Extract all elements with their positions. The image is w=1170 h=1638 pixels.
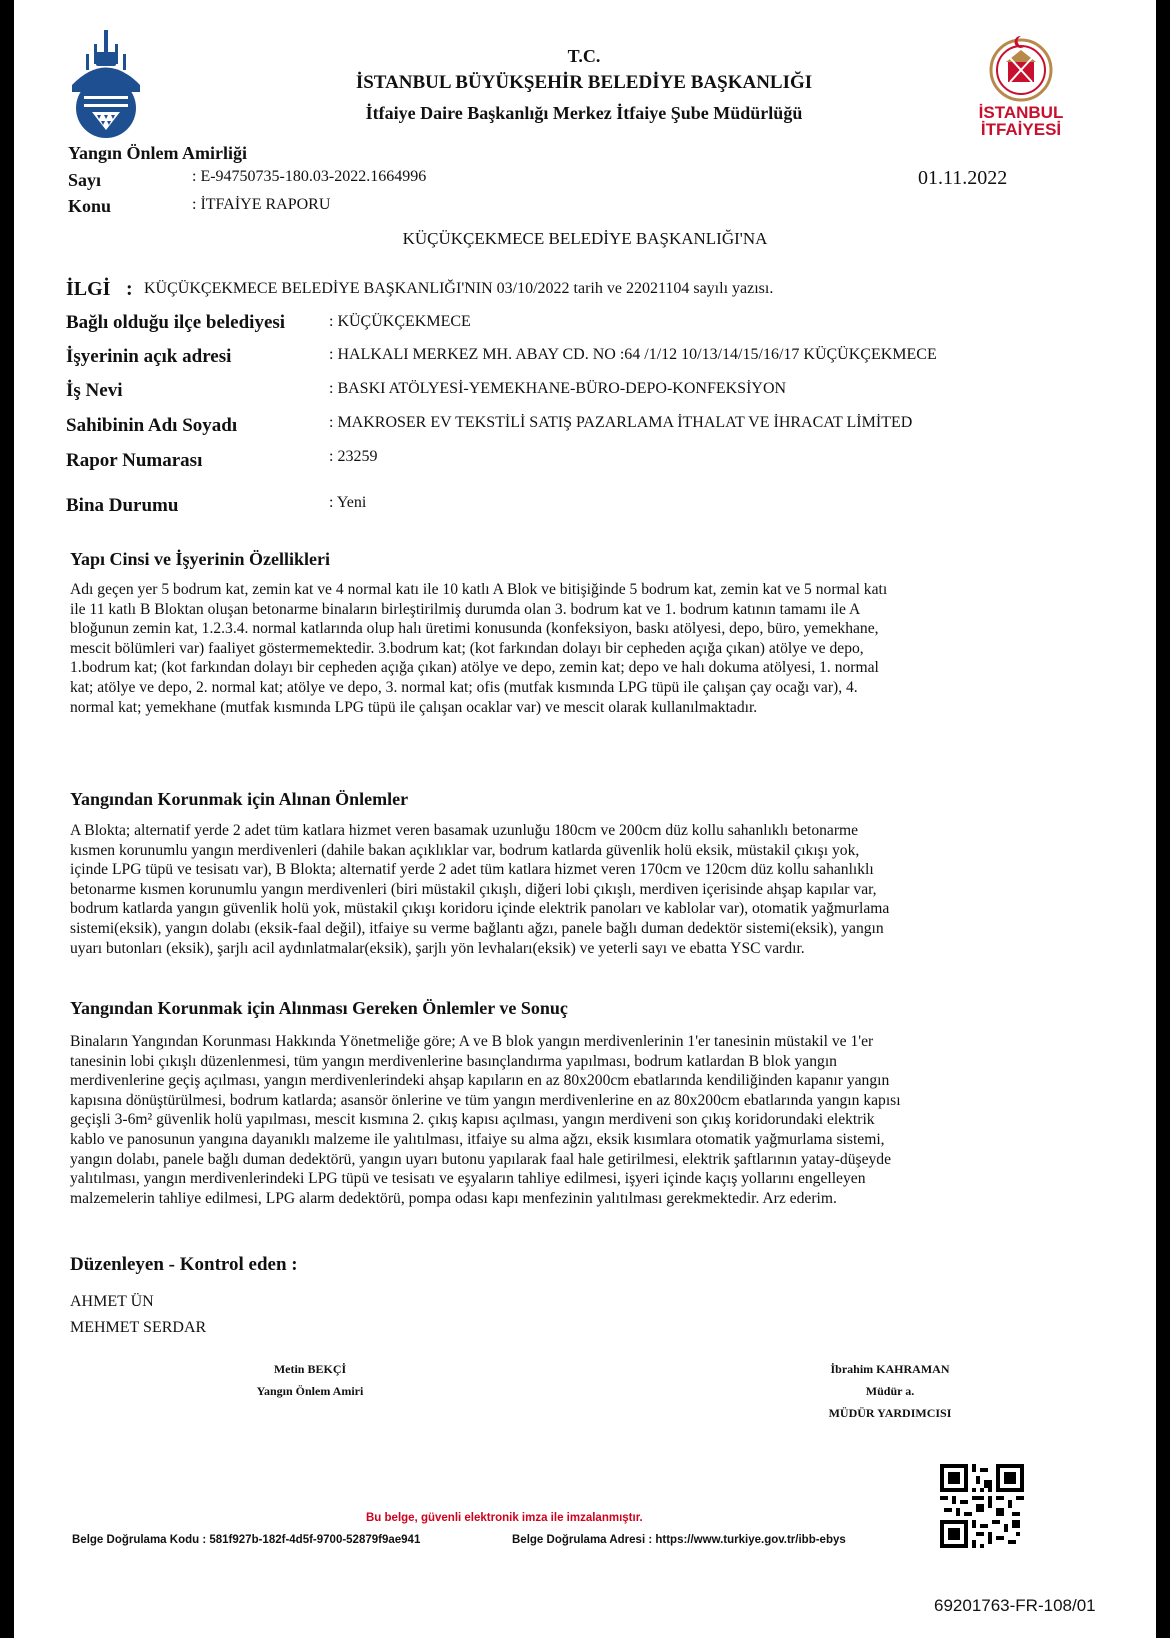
info-value-is-nevi: : BASKI ATÖLYESİ-YEMEKHANE-BÜRO-DEPO-KONFEKSİYON	[329, 380, 787, 397]
paragraph-line: merdivenlerine geçiş açılması, yangın merdivenlerindeki ahşap kapıların en az 80x200cm ebatlarında kendiliğinden kapanır yangın	[70, 1072, 890, 1090]
section-title-yapi: Yapı Cinsi ve İşyerinin Özellikleri	[70, 549, 331, 569]
info-label-adres: İşyerinin açık adresi	[66, 346, 232, 367]
sayi-label: Sayı	[68, 170, 102, 190]
paragraph-line: sistemi(eksik), yangın dolabı (eksik-faal değil), itfaiye su verme bağlantı ağzı, panele bağlı duman dedektör sistemi(eksik), yangın	[70, 919, 884, 937]
section-body-gereken-onlemler	[70, 1032, 1105, 1208]
section-body-alinan-onlemler	[70, 821, 1105, 958]
paragraph-line: kapısına dönüştürülmesi, bodrum katlarda; asansör önlerine ve tüm yangın merdivenlerine en az 80x200cm ebatlarında yangın kapısı	[70, 1091, 901, 1109]
verify-code: Belge Doğrulama Kodu : 581f927b-182f-4d5f-9700-52879f9ae941	[72, 1534, 421, 1546]
info-value-rapor-no: : 23259	[329, 448, 378, 465]
info-label-rapor-no: Rapor Numarası	[66, 450, 203, 471]
ilgi-colon: :	[126, 278, 133, 300]
paragraph-line: bloğunun zemin kat, 1.2.3.4. normal katlarında olup halı üretimi konusunda (konfeksiyon, baskı atölyesi, depo, büro, yemekhane,	[70, 620, 879, 638]
signature-right-title: Müdür a.	[865, 1384, 915, 1398]
document-page	[14, 0, 1156, 1638]
itfaiye-emblem-icon	[986, 32, 1056, 104]
paragraph-line: yalıtılması, yangın merdivenlerindeki LPG tüpü ve tesisatı ve eşyaların tahliye edilmesi, işyeri içinde kaçış yollarını engelleyen	[70, 1170, 866, 1188]
header-line-2: İSTANBUL BÜYÜKŞEHİR BELEDİYE BAŞKANLIĞI	[355, 72, 813, 93]
verify-address: Belge Doğrulama Adresi : https://www.turkiye.gov.tr/ibb-ebys	[512, 1534, 846, 1546]
info-label-is-nevi: İş Nevi	[66, 380, 123, 401]
ibb-logo-icon	[66, 30, 146, 140]
paragraph-line: kablo ve panosunun yangına dayanıklı malzeme ile yalıtılması, itfaiye su alma ağzı, eksik kısımlara otomatik yağmurlama sistemi,	[70, 1130, 885, 1148]
header-line-1: T.C.	[567, 46, 601, 66]
paragraph-line: kısmen korunumlu yangın merdivenleri (dahile bakan açıklıklar var, bodrum katlarda güvenlik holü eksik, müstakil çıkışı yok,	[70, 841, 860, 859]
info-label-bina-durumu: Bina Durumu	[66, 495, 179, 516]
paragraph-line: mescit bölümleri var) faaliyet göstermemektedir. 3.bodrum kat; (kot farkından dolayı bir cepheden açığa çıkan) atölye ve depo,	[70, 639, 864, 657]
ilgi-label: İLGİ	[66, 278, 111, 300]
ilgi-value: KÜÇÜKÇEKMECE BELEDİYE BAŞKANLIĞI'NIN 03/10/2022 tarih ve 22021104 sayılı yazısı.	[144, 280, 774, 297]
info-label-sahibi: Sahibinin Adı Soyadı	[66, 415, 238, 436]
info-value-sahibi: : MAKROSER EV TEKSTİLİ SATIŞ PAZARLAMA İTHALAT VE İHRACAT LİMİTED	[329, 414, 913, 431]
paragraph-line: malzemelerin tahliye edilmesi, LPG alarm dedektörü, pompa odası kapı menfezinin yalıtılması gerekmektedir. Arz ederim.	[70, 1189, 837, 1207]
info-label-belediye: Bağlı olduğu ilçe belediyesi	[66, 312, 286, 333]
unit-name: Yangın Önlem Amirliği	[68, 143, 248, 163]
paragraph-line: içinde LPG tüpü ve tesisatı var), B Blokta; alternatif yerde 2 adet tüm katlara hizmet veren 170cm ve 120cm düz kollu sahanlıklı	[70, 861, 874, 879]
konu-value: : İTFAİYE RAPORU	[192, 196, 331, 213]
paragraph-line: tanesinin lobi çıkışlı düzenlenmesi, tüm yangın merdivenlerine basınçlandırma yapılması, bodrum katlardan B blok yangın	[70, 1052, 837, 1070]
prepared-by-name-1: AHMET ÜN	[70, 1293, 154, 1310]
signature-right-title-2: MÜDÜR YARDIMCISI	[828, 1406, 952, 1420]
itfaiye-logo-text	[964, 104, 1078, 138]
paragraph-line: yangın dolabı, panele bağlı duman dedektörü, yangın uyarı butonu yapılarak faal hale getirilmesi, elektrik şaftlarının yatay-düşeyde	[70, 1150, 892, 1168]
signature-left-title: Yangın Önlem Amiri	[256, 1384, 364, 1398]
konu-label: Konu	[68, 196, 112, 216]
paragraph-line: geçişli 3-6m² güvenlik holü yapılması, mescit kısmına 2. çıkış kapısı açılması, yangın merdiveni son çıkış koridorundaki elektrik	[70, 1111, 875, 1129]
section-body-yapi	[70, 580, 1105, 717]
signature-right	[790, 1358, 990, 1424]
section-title-alinan-onlemler: Yangından Korunmak için Alınan Önlemler	[70, 789, 409, 809]
esign-note: Bu belge, güvenli elektronik imza ile imzalanmıştır.	[366, 1512, 643, 1524]
paragraph-line: betonarme kısmen korunumlu yangın merdivenleri (biri müstakil çıkışlı, diğeri lobi çıkışlı, merdiven içerisinde ahşap kapılar var,	[70, 880, 877, 898]
signature-left	[210, 1358, 410, 1402]
itfaiye-logo-line-2: İTFAİYESİ	[980, 120, 1062, 139]
form-code: 69201763-FR-108/01	[934, 1596, 1096, 1615]
paragraph-line: uyarı butonları (eksik), şarjlı acil aydınlatmalar(eksik), şarjlı yön levhaları(eksik) ve yeterli sayı ve ebatta YSC vardır.	[70, 939, 805, 957]
prepared-by-name-2: MEHMET SERDAR	[70, 1319, 207, 1336]
paragraph-line: ile 11 katlı B Bloktan oluşan betonarme binaların birleştirilmiş durumda olan 3. bodrum kat ve 1. bodrum katının tamamı ile A	[70, 600, 861, 618]
paragraph-line: bodrum katlarda yangın güvenlik holü yok, müstakil çıkışı koridoru içinde elektrik panoları ve kablolar var), otomatik yağmurlama	[70, 900, 890, 918]
prepared-by-title: Düzenleyen - Kontrol eden :	[70, 1254, 298, 1275]
document-date: 01.11.2022	[918, 167, 1008, 189]
paragraph-line: kat; atölye ve depo, 2. normal kat; atölye ve depo, 3. normal kat; ofis (mutfak kısmında LPG tüpü ile çalışan çay ocağı var), 4.	[70, 678, 858, 696]
qr-code-icon	[940, 1464, 1024, 1548]
header-line-3: İtfaiye Daire Başkanlığı Merkez İtfaiye Şube Müdürlüğü	[365, 103, 803, 123]
signature-left-name: Metin BEKÇİ	[273, 1362, 347, 1376]
signature-right-name: İbrahim KAHRAMAN	[830, 1362, 950, 1376]
paragraph-line: normal kat; yemekhane (mutfak kısmında LPG tüpü ile çalışan ocaklar var) ve mescit olarak kullanılmaktadır.	[70, 698, 758, 716]
info-value-bina-durumu: : Yeni	[329, 494, 367, 511]
section-title-gereken-onlemler: Yangından Korunmak için Alınması Gereken Önlemler ve Sonuç	[70, 998, 568, 1018]
itfaiye-logo-line-1: İSTANBUL	[978, 103, 1064, 122]
recipient: KÜÇÜKÇEKMECE BELEDİYE BAŞKANLIĞI'NA	[402, 229, 768, 248]
sayi-value: : E-94750735-180.03-2022.1664996	[192, 168, 427, 185]
info-value-adres: : HALKALI MERKEZ MH. ABAY CD. NO :64 /1/12 10/13/14/15/16/17 KÜÇÜKÇEKMECE	[329, 346, 937, 363]
info-value-belediye: : KÜÇÜKÇEKMECE	[329, 313, 471, 330]
paragraph-line: 1.bodrum kat; (kot farkından dolayı bir cepheden açığa çıkan) atölye ve depo, zemin kat; depo ve halı dokuma atölyesi, 1. normal	[70, 659, 879, 677]
paragraph-line: Adı geçen yer 5 bodrum kat, zemin kat ve 4 normal katı ile 10 katlı A Blok ve bitişiğinde 5 bodrum kat, zemin kat ve 5 normal katı	[70, 581, 888, 598]
paragraph-line: A Blokta; alternatif yerde 2 adet tüm katlara hizmet veren basamak uzunluğu 180cm ve 200cm düz kollu sahanlıklı betonarme	[70, 822, 859, 839]
paragraph-line: Binaların Yangından Korunması Hakkında Yönetmeliğe göre; A ve B blok yangın merdivenlerinin 1'er tanesinin müstakil ve 1'er	[70, 1033, 874, 1050]
